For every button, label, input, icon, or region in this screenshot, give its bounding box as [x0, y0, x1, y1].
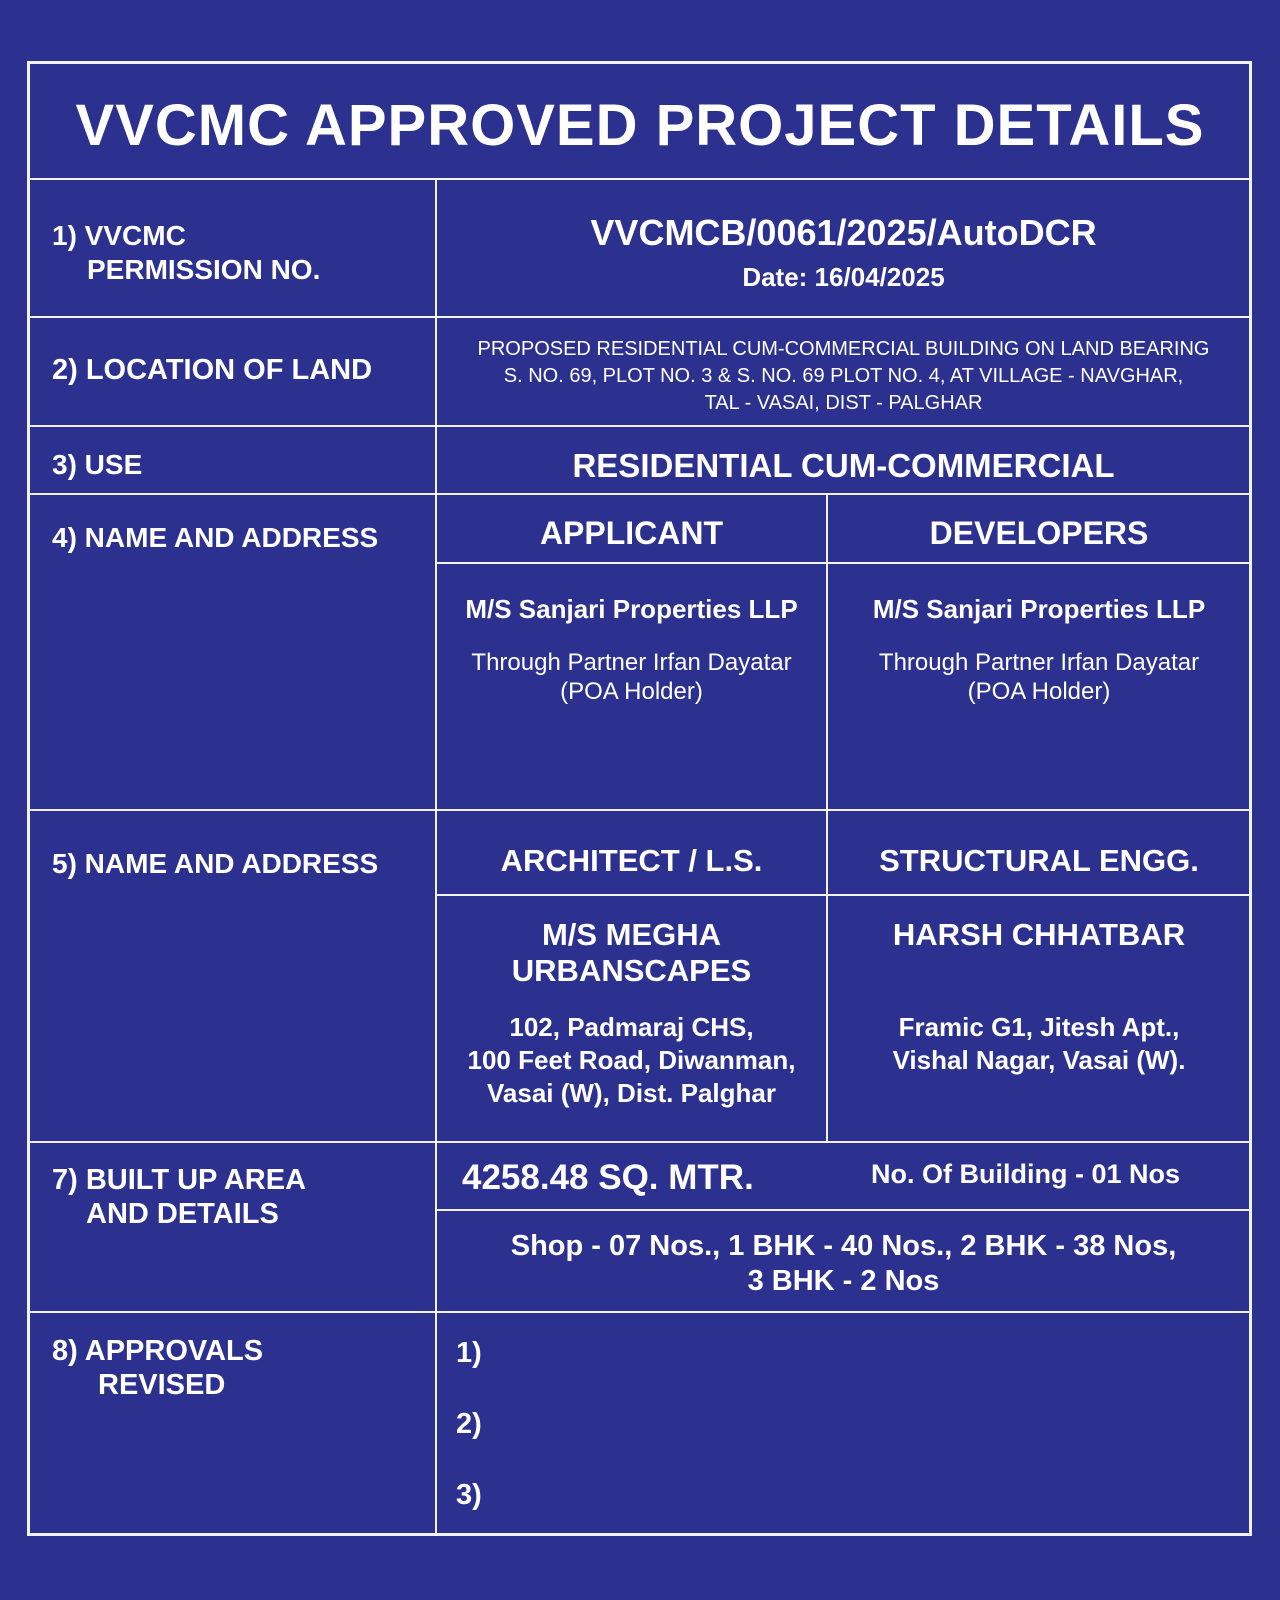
unit-breakdown: Shop - 07 Nos., 1 BHK - 40 Nos., 2 BHK - 38 Nos, [510, 1230, 1177, 1262]
architect-name: URBANSCAPES [511, 953, 752, 988]
location-text: PROPOSED RESIDENTIAL CUM-COMMERCIAL BUILDING ON LAND BEARING [477, 338, 1210, 360]
architect-address: Vasai (W), Dist. Palghar [487, 1078, 776, 1108]
location-text: TAL - VASAI, DIST - PALGHAR [704, 392, 983, 414]
divider [436, 1209, 1250, 1211]
approvals-label: 8) APPROVALS [52, 1335, 264, 1367]
approval-item: 1) [456, 1337, 482, 1369]
developer-heading: DEVELOPERS [929, 515, 1149, 551]
structural-heading: STRUCTURAL ENGG. [879, 843, 1199, 878]
use-label: 3) USE [52, 449, 143, 480]
permission-label: PERMISSION NO. [87, 254, 321, 285]
location-text: S. NO. 69, PLOT NO. 3 & S. NO. 69 PLOT NO. 4, AT VILLAGE - NAVGHAR, [503, 365, 1184, 387]
applicant-name: M/S Sanjari Properties LLP [465, 594, 798, 624]
applicant-detail: (POA Holder) [560, 678, 703, 705]
architect-address: 100 Feet Road, Diwanman, [467, 1045, 796, 1075]
divider [30, 493, 1250, 495]
page-title: VVCMC APPROVED PROJECT DETAILS [75, 93, 1205, 158]
divider [30, 178, 1250, 180]
use-value: RESIDENTIAL CUM-COMMERCIAL [572, 447, 1115, 484]
architect-structural-label: 5) NAME AND ADDRESS [52, 848, 379, 879]
divider [30, 1311, 1250, 1313]
divider [436, 894, 1250, 896]
structural-address: Framic G1, Jitesh Apt., [898, 1012, 1180, 1042]
architect-heading: ARCHITECT / L.S. [500, 843, 763, 878]
divider [30, 1141, 1250, 1143]
permission-number: VVCMCB/0061/2025/AutoDCR [590, 212, 1097, 253]
developer-name: M/S Sanjari Properties LLP [872, 594, 1206, 624]
architect-name: M/S MEGHA [541, 917, 722, 952]
built-up-area: 4258.48 SQ. MTR. [462, 1158, 754, 1197]
developer-detail: Through Partner Irfan Dayatar [878, 649, 1200, 676]
location-label: 2) LOCATION OF LAND [52, 354, 373, 386]
permission-date: Date: 16/04/2025 [742, 262, 945, 292]
applicant-heading: APPLICANT [539, 515, 724, 551]
built-up-label: 7) BUILT UP AREA [52, 1164, 307, 1196]
divider [30, 316, 1250, 318]
structural-name: HARSH CHHATBAR [892, 917, 1186, 952]
approvals-label: REVISED [98, 1369, 226, 1401]
architect-address: 102, Padmaraj CHS, [509, 1012, 754, 1042]
built-up-label: AND DETAILS [86, 1198, 279, 1230]
approval-item: 3) [456, 1479, 482, 1511]
applicant-developer-label: 4) NAME AND ADDRESS [52, 522, 379, 553]
divider [436, 562, 1250, 564]
divider [30, 425, 1250, 427]
applicant-detail: Through Partner Irfan Dayatar [471, 649, 792, 676]
developer-detail: (POA Holder) [967, 678, 1111, 705]
permission-label: 1) VVCMC [52, 220, 186, 251]
divider [30, 809, 1250, 811]
approval-item: 2) [456, 1408, 482, 1440]
structural-address: Vishal Nagar, Vasai (W). [892, 1045, 1186, 1075]
unit-breakdown: 3 BHK - 2 Nos [747, 1265, 940, 1297]
building-count: No. Of Building - 01 Nos [871, 1159, 1180, 1189]
